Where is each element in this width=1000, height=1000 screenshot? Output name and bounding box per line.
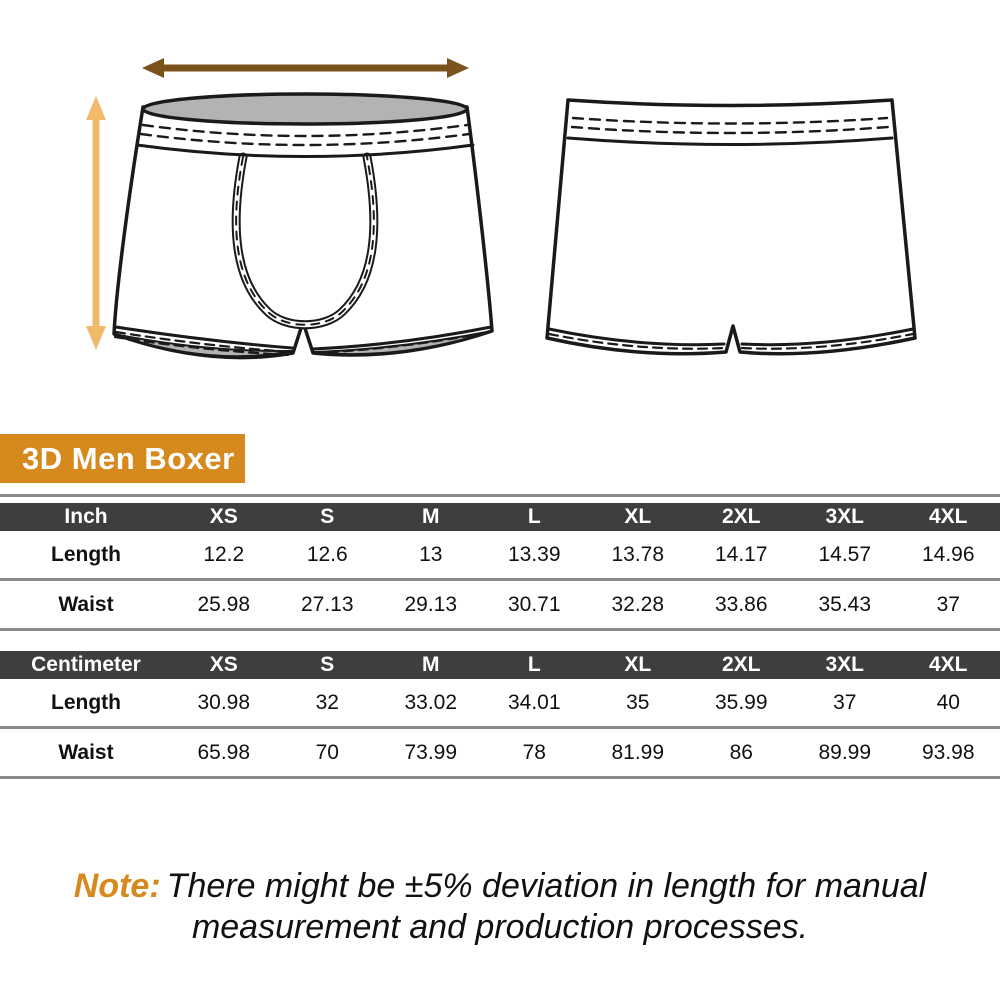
row-label: Waist [0,728,172,778]
value-cell: 35.99 [690,679,794,728]
row-label: Length [0,679,172,728]
size-col-header: S [276,651,380,679]
table-row [0,580,1000,630]
value-cell: 89.99 [793,728,897,778]
centimeter-size-table [0,651,1000,779]
inch-header-row [0,503,1000,531]
value-cell: 35.43 [793,580,897,630]
size-col-header: M [379,651,483,679]
size-col-header: L [483,503,587,531]
table-row [0,531,1000,580]
unit-header: Inch [0,503,172,531]
width-arrow-icon [142,58,469,78]
row-label: Length [0,531,172,580]
value-cell: 86 [690,728,794,778]
deviation-note [55,866,945,949]
size-col-header: 4XL [897,503,1000,531]
value-cell: 65.98 [172,728,276,778]
unit-header: Centimeter [0,651,172,679]
value-cell: 14.17 [690,531,794,580]
table-top-divider [0,494,1000,497]
cm-header-row [0,651,1000,679]
value-cell: 35 [586,679,690,728]
value-cell: 14.57 [793,531,897,580]
value-cell: 78 [483,728,587,778]
table-row [0,728,1000,778]
value-cell: 73.99 [379,728,483,778]
size-col-header: S [276,503,380,531]
boxer-front-drawing [114,94,492,358]
boxer-diagrams [0,0,1000,430]
value-cell: 32.28 [586,580,690,630]
value-cell: 70 [276,728,380,778]
size-col-header: XL [586,651,690,679]
value-cell: 30.71 [483,580,587,630]
row-label: Waist [0,580,172,630]
value-cell: 37 [897,580,1000,630]
value-cell: 33.02 [379,679,483,728]
value-cell: 13.39 [483,531,587,580]
size-col-header: 2XL [690,651,794,679]
value-cell: 25.98 [172,580,276,630]
value-cell: 13 [379,531,483,580]
size-col-header: 2XL [690,503,794,531]
size-col-header: XS [172,651,276,679]
value-cell: 37 [793,679,897,728]
size-col-header: XS [172,503,276,531]
value-cell: 29.13 [379,580,483,630]
size-col-header: 4XL [897,651,1000,679]
value-cell: 32 [276,679,380,728]
boxer-back-drawing [547,100,915,354]
table-row [0,679,1000,728]
size-col-header: 3XL [793,503,897,531]
product-title: 3D Men Boxer [22,440,235,476]
size-col-header: L [483,651,587,679]
value-cell: 33.86 [690,580,794,630]
value-cell: 13.78 [586,531,690,580]
value-cell: 27.13 [276,580,380,630]
product-title-banner [0,434,245,483]
value-cell: 30.98 [172,679,276,728]
inch-size-table [0,503,1000,631]
length-arrow-icon [86,96,106,350]
note-label: Note: [73,867,161,905]
note-text: There might be ±5% deviation in length for manual measurement and production processes. [166,867,927,947]
value-cell: 34.01 [483,679,587,728]
value-cell: 14.96 [897,531,1000,580]
value-cell: 93.98 [897,728,1000,778]
value-cell: 12.6 [276,531,380,580]
size-col-header: XL [586,503,690,531]
value-cell: 81.99 [586,728,690,778]
size-col-header: 3XL [793,651,897,679]
size-col-header: M [379,503,483,531]
value-cell: 12.2 [172,531,276,580]
value-cell: 40 [897,679,1000,728]
